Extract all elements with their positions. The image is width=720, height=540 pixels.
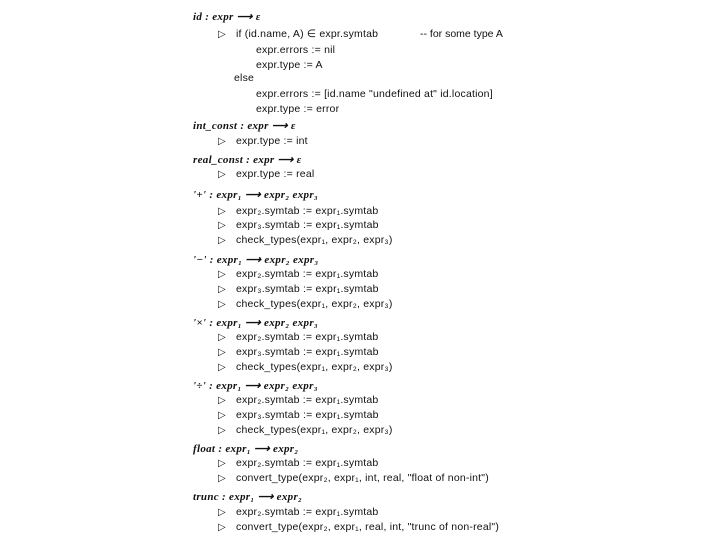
production-text: '×' : expr₁ ⟶ expr₂ expr₃ xyxy=(193,317,319,329)
action-text: expr₂.symtab := expr₁.symtab xyxy=(236,506,379,518)
production-text: '÷' : expr₁ ⟶ expr₂ expr₃ xyxy=(193,380,318,392)
triangle-marker-icon: ▷ xyxy=(218,473,226,484)
semantic-action xyxy=(218,424,393,437)
action-text: convert_type(expr₂, expr₁, real, int, "trunc of non-real") xyxy=(236,521,500,533)
action-text: if (id.name, A) ∈ expr.symtab xyxy=(236,28,379,40)
action-text: expr.type := int xyxy=(236,135,308,147)
triangle-marker-icon: ▷ xyxy=(218,332,226,343)
triangle-marker-icon: ▷ xyxy=(218,410,226,421)
semantic-action xyxy=(234,72,254,84)
production-text: real_const : expr ⟶ ε xyxy=(193,154,302,166)
semantic-action xyxy=(218,219,379,232)
semantic-action xyxy=(256,103,339,115)
production-header xyxy=(193,11,261,23)
semantic-action xyxy=(218,331,378,344)
semantic-action xyxy=(218,457,378,470)
triangle-marker-icon: ▷ xyxy=(218,269,226,280)
action-text: expr.type := real xyxy=(236,168,315,180)
action-text: convert_type(expr₂, expr₁, int, real, "float of non-int") xyxy=(236,472,489,484)
semantic-action xyxy=(218,472,489,485)
action-text: expr₃.symtab := expr₁.symtab xyxy=(236,219,379,231)
action-text: expr.type := error xyxy=(256,103,340,115)
triangle-marker-icon: ▷ xyxy=(218,206,226,217)
semantic-action xyxy=(218,361,393,374)
semantic-action xyxy=(218,298,393,311)
semantic-action xyxy=(218,506,378,519)
triangle-marker-icon: ▷ xyxy=(218,458,226,469)
production-header xyxy=(193,491,302,503)
action-text: check_types(expr₁, expr₂, expr₃) xyxy=(236,361,393,373)
triangle-marker-icon: ▷ xyxy=(218,395,226,406)
production-header xyxy=(193,120,296,132)
semantic-action xyxy=(218,521,499,534)
triangle-marker-icon: ▷ xyxy=(218,522,226,533)
type-comment: -- for some type A xyxy=(420,28,503,40)
triangle-marker-icon: ▷ xyxy=(218,235,226,246)
action-text: expr₃.symtab := expr₁.symtab xyxy=(236,283,379,295)
production-header xyxy=(193,154,301,166)
production-text: '−' : expr₁ ⟶ expr₂ expr₃ xyxy=(193,254,319,266)
triangle-marker-icon: ▷ xyxy=(218,347,226,358)
action-text: expr₂.symtab := expr₁.symtab xyxy=(236,268,379,280)
semantic-action xyxy=(218,283,379,296)
semantic-action xyxy=(218,135,308,148)
semantic-action xyxy=(218,168,314,181)
semantic-action xyxy=(218,346,379,359)
action-text: expr₃.symtab := expr₁.symtab xyxy=(236,409,379,421)
production-header xyxy=(193,254,318,266)
action-text: expr₂.symtab := expr₁.symtab xyxy=(236,394,379,406)
action-text: check_types(expr₁, expr₂, expr₃) xyxy=(236,298,393,310)
production-text: int_const : expr ⟶ ε xyxy=(193,120,296,132)
action-text: expr₃.symtab := expr₁.symtab xyxy=(236,346,379,358)
production-header xyxy=(193,443,299,455)
semantic-action xyxy=(218,268,378,281)
action-text: check_types(expr₁, expr₂, expr₃) xyxy=(236,424,393,436)
production-header xyxy=(193,189,318,201)
action-text: expr.errors := [id.name "undefined at" id.location] xyxy=(256,88,493,100)
triangle-marker-icon: ▷ xyxy=(218,284,226,295)
semantic-action xyxy=(256,44,335,56)
semantic-action xyxy=(218,28,378,41)
triangle-marker-icon: ▷ xyxy=(218,299,226,310)
action-text: expr.type := A xyxy=(256,59,323,71)
production-text: '+' : expr₁ ⟶ expr₂ expr₃ xyxy=(193,189,319,201)
production-header xyxy=(193,317,318,329)
semantic-action xyxy=(218,409,379,422)
semantic-action xyxy=(256,88,493,100)
action-text: expr₂.symtab := expr₁.symtab xyxy=(236,331,379,343)
production-header xyxy=(193,380,318,392)
action-text: else xyxy=(234,72,255,84)
triangle-marker-icon: ▷ xyxy=(218,136,226,147)
semantic-action xyxy=(256,59,323,71)
semantic-action xyxy=(218,205,378,218)
semantic-action xyxy=(218,394,378,407)
production-text: trunc : expr₁ ⟶ expr₂ xyxy=(193,491,303,503)
triangle-marker-icon: ▷ xyxy=(218,362,226,373)
action-text: check_types(expr₁, expr₂, expr₃) xyxy=(236,234,393,246)
triangle-marker-icon: ▷ xyxy=(218,29,226,40)
production-text: id : expr ⟶ ε xyxy=(193,11,261,23)
action-text: expr₂.symtab := expr₁.symtab xyxy=(236,457,379,469)
triangle-marker-icon: ▷ xyxy=(218,425,226,436)
triangle-marker-icon: ▷ xyxy=(218,507,226,518)
action-text: expr.errors := nil xyxy=(256,44,336,56)
semantic-action xyxy=(218,234,393,247)
production-text: float : expr₁ ⟶ expr₂ xyxy=(193,443,299,455)
triangle-marker-icon: ▷ xyxy=(218,169,226,180)
triangle-marker-icon: ▷ xyxy=(218,220,226,231)
action-text: expr₂.symtab := expr₁.symtab xyxy=(236,205,379,217)
